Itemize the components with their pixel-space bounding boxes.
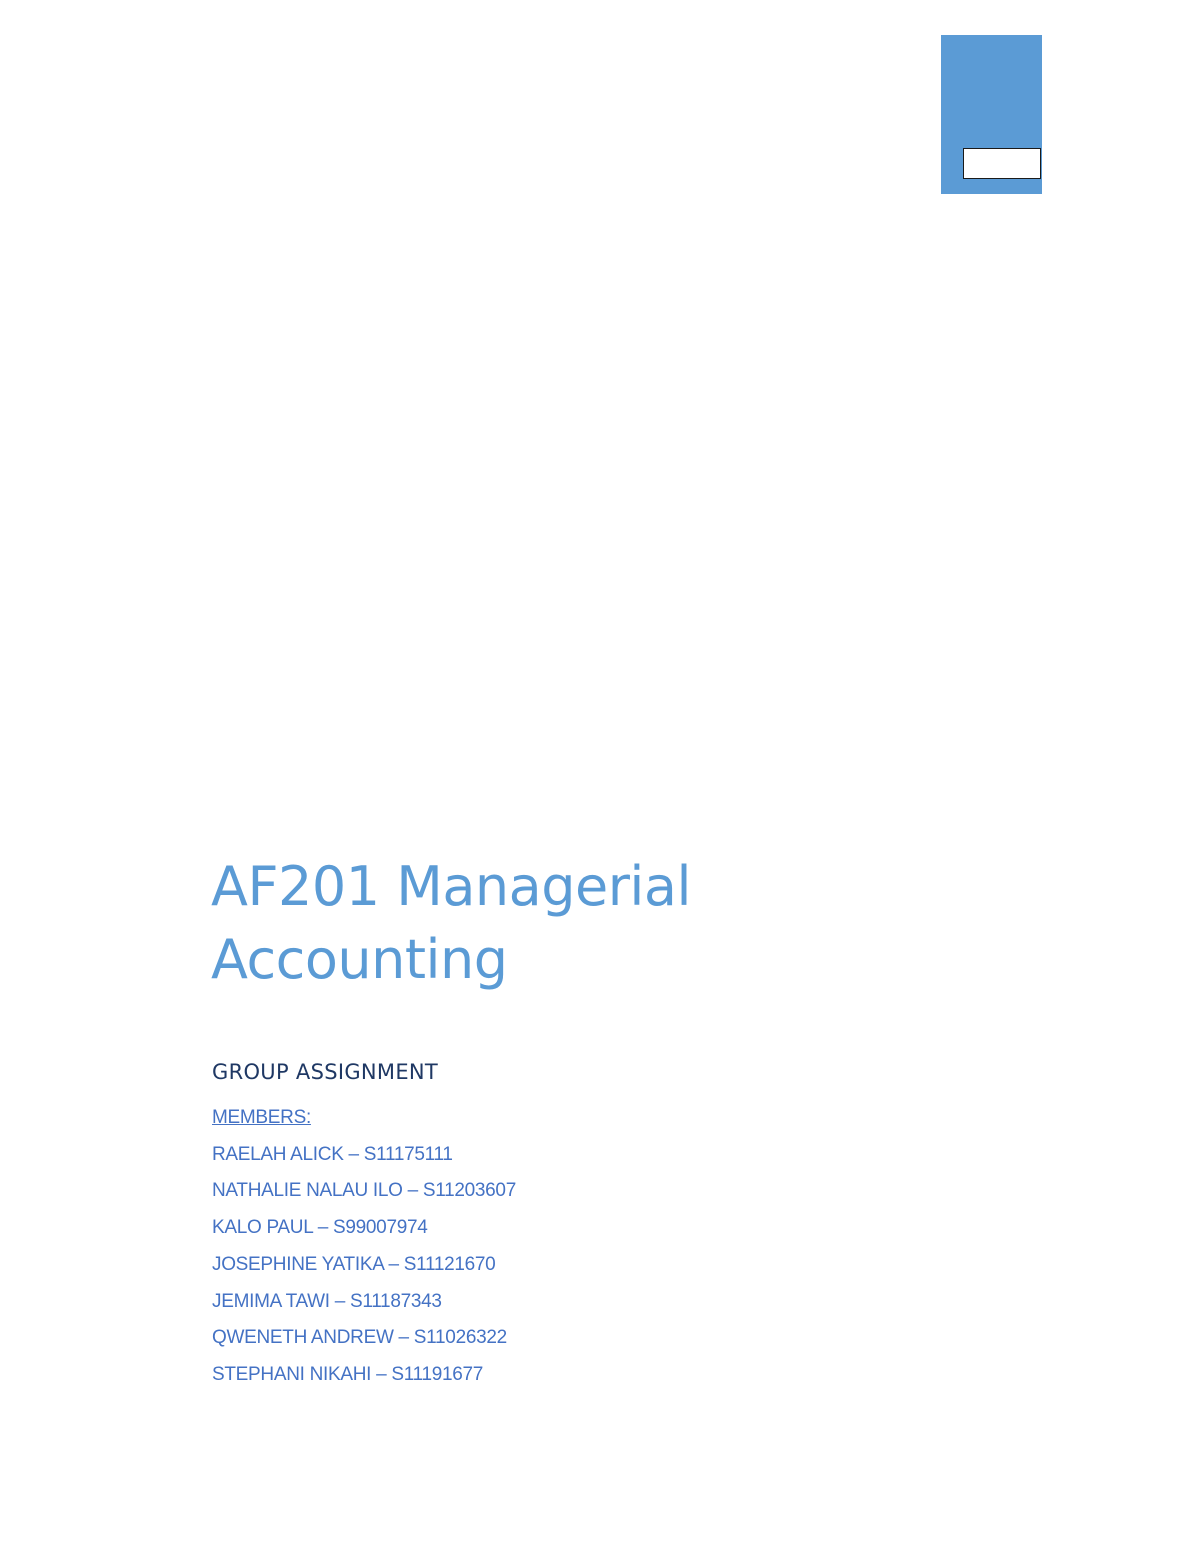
title-line-2: Accounting — [211, 928, 508, 991]
member-item: QWENETH ANDREW – S11026322 — [212, 1327, 507, 1349]
member-item: JEMIMA TAWI – S11187343 — [212, 1290, 442, 1312]
document-title — [211, 850, 911, 996]
member-item: RAELAH ALICK – S11175111 — [212, 1143, 453, 1165]
member-item: STEPHANI NIKAHI – S11191677 — [212, 1363, 484, 1385]
members-heading: MEMBERS: — [212, 1107, 311, 1128]
title-line-1: AF201 Managerial — [211, 855, 692, 918]
members-list — [212, 1137, 516, 1394]
member-item: KALO PAUL – S99007974 — [212, 1217, 428, 1239]
document-subtitle: GROUP ASSIGNMENT — [212, 1060, 439, 1084]
member-item: JOSEPHINE YATIKA – S11121670 — [212, 1253, 496, 1275]
members-section — [212, 1100, 516, 1394]
member-item: NATHALIE NALAU ILO – S11203607 — [212, 1180, 516, 1202]
year-box — [963, 148, 1041, 179]
